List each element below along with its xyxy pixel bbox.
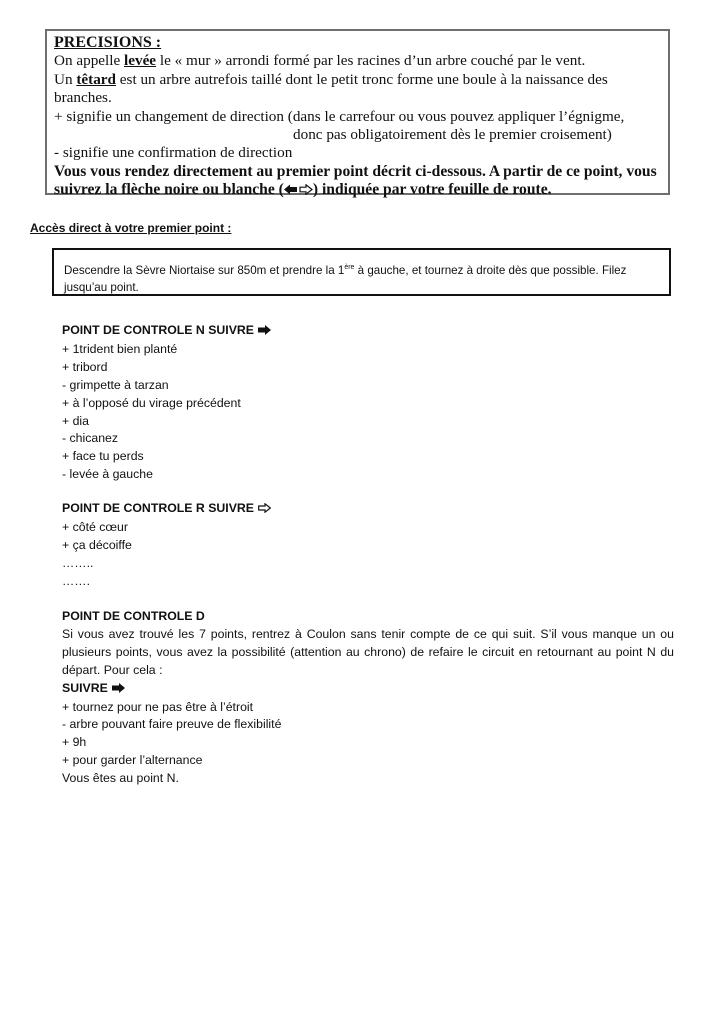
point-r-section (62, 500, 271, 591)
acces-heading: Accès direct à votre premier point : (30, 221, 232, 235)
point-d-closing: Vous êtes au point N. (62, 771, 179, 786)
point-d-item: - arbre pouvant faire preuve de flexibilité (62, 717, 282, 732)
black-left-arrow-icon (284, 181, 298, 198)
white-right-arrow-icon (298, 181, 313, 198)
acces-box: Descendre la Sèvre Niortaise sur 850m et prendre la 1ère à gauche, et tournez à droite dès que possible. Filez jusqu’au point. (52, 248, 671, 296)
precisions-instruction-2: suivrez la flèche noire ou blanche ( ) indiquée par votre feuille de route. (54, 181, 552, 199)
point-d-title: POINT DE CONTROLE D (62, 609, 205, 623)
precisions-title: PRECISIONS : (54, 34, 162, 51)
precisions-line-levee: On appelle levée le « mur » arrondi formé par les racines d’un arbre couché par le vent. (54, 52, 586, 70)
point-d-item: + tournez pour ne pas être à l’étroit (62, 699, 254, 714)
precisions-line-tetard: Un têtard est un arbre autrefois taillé dont le petit tronc forme une boule à la naissance des branches. (54, 70, 608, 107)
point-r-item: + côté cœur (62, 519, 128, 534)
precisions-line-plus-cont: donc pas obligatoirement dès le premier croisement) (293, 126, 612, 144)
point-d-section (62, 608, 674, 788)
point-d-suivre: SUIVRE (62, 680, 674, 699)
black-right-arrow-icon (258, 323, 271, 341)
black-right-arrow-icon (112, 681, 125, 699)
point-n-item: + tribord (62, 359, 108, 374)
precisions-line-plus: + signifie un changement de direction (dans le carrefour ou vous pouvez appliquer l’égnigme, (54, 107, 625, 125)
point-r-item: + ça décoiffe (62, 537, 132, 552)
white-right-arrow-icon (258, 501, 271, 519)
point-n-item: - grimpette à tarzan (62, 377, 169, 392)
precisions-line-minus: - signifie une confirmation de direction (54, 144, 293, 162)
term-levee: levée (124, 52, 157, 70)
point-n-item: + face tu perds (62, 449, 144, 464)
term-tetard: têtard (76, 70, 116, 88)
point-n-item: + 1trident bien planté (62, 341, 178, 356)
point-d-item: + 9h (62, 735, 87, 750)
point-n-item: - levée à gauche (62, 467, 153, 482)
point-n-item: - chicanez (62, 431, 119, 446)
point-n-section (62, 322, 271, 484)
point-n-title: POINT DE CONTROLE N SUIVRE (62, 322, 271, 341)
point-d-item: + pour garder l’alternance (62, 753, 203, 768)
point-n-item: + à l’opposé du virage précédent (62, 395, 241, 410)
point-n-item: + dia (62, 413, 90, 428)
point-r-item: ……. (62, 573, 91, 588)
precisions-instruction-1: Vous vous rendez directement au premier point décrit ci-dessous. A partir de ce point, vous (54, 162, 657, 180)
precisions-box (45, 29, 670, 199)
point-r-item: …….. (62, 555, 94, 570)
point-d-paragraph: Si vous avez trouvé les 7 points, rentrez à Coulon sans tenir compte de ce qui suit. S’il vous manque un ou plusieurs points, vous avez la possibilité (attention au chrono) de refaire le circuit en retournant au point N du départ. Pour cela : (62, 626, 674, 677)
point-r-title: POINT DE CONTROLE R SUIVRE (62, 500, 271, 519)
